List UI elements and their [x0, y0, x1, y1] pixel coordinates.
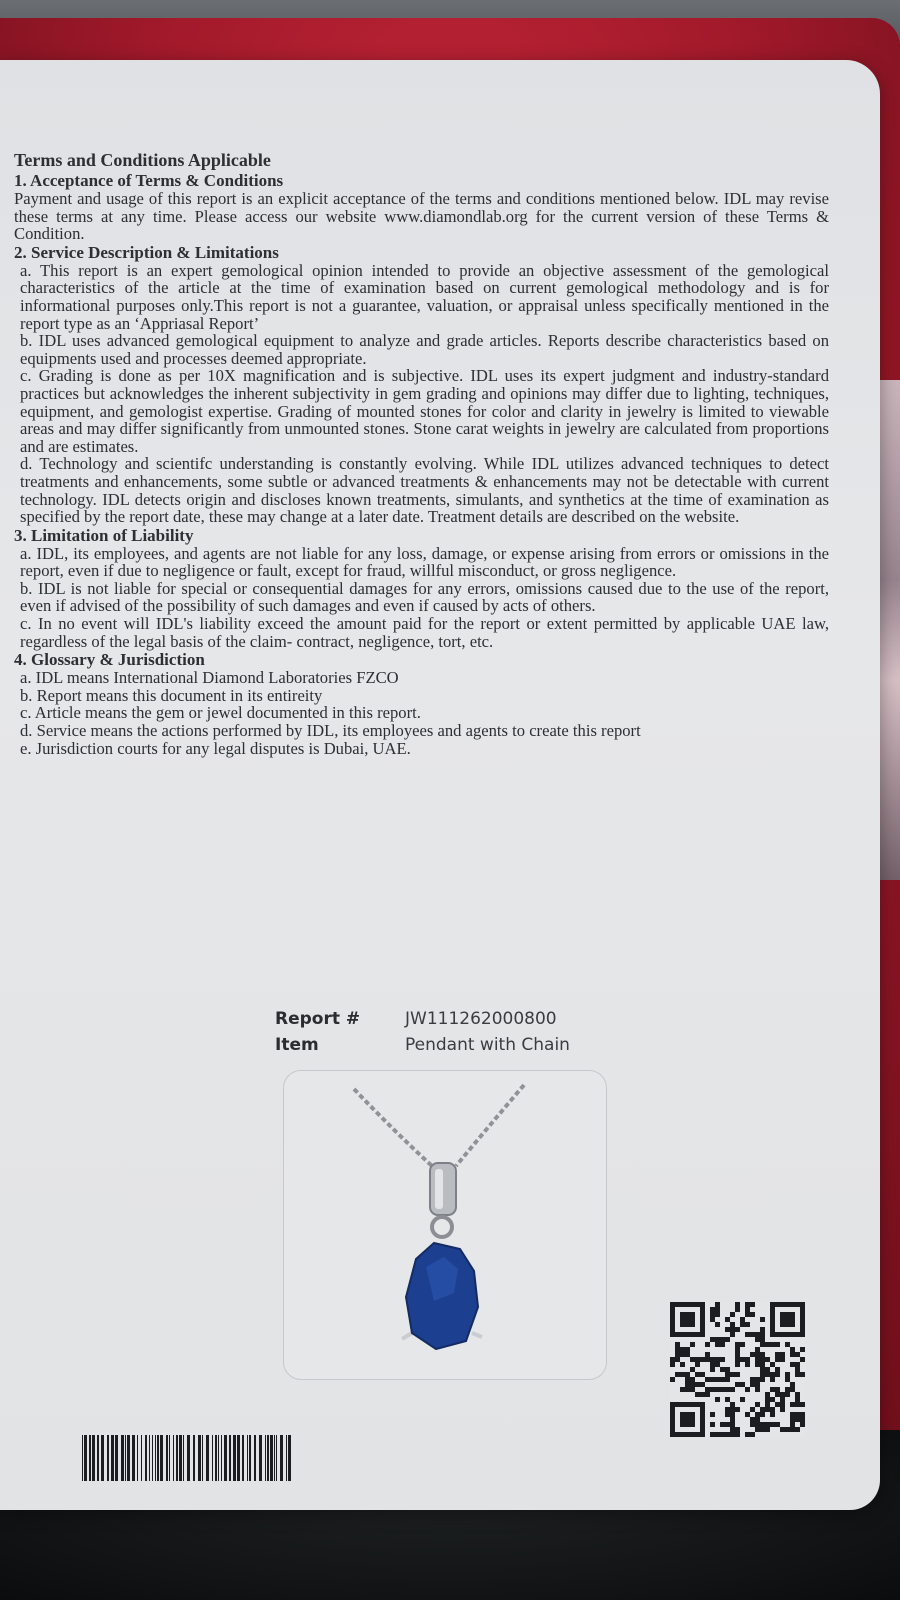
section-heading: 2. Service Description & Limitations [14, 242, 279, 262]
section-heading: 4. Glossary & Jurisdiction [14, 650, 205, 670]
terms-paragraph: a. IDL means International Diamond Laboratories FZCO [20, 668, 399, 688]
report-number-value: JW111262000800 [405, 1009, 557, 1029]
terms-paragraph: b. IDL is not liable for special or consequential damages for any errors, omissions caused due to the use of the report, even if advised of the possibility of such damages and even if caused by acts of others. [20, 578, 829, 616]
terms-paragraph: c. In no event will IDL's liability exceed the amount paid for the report or extent permitted by applicable UAE law, regardless of the legal basis of the claim- contract, negligence, tort, etc. [20, 614, 829, 651]
report-number-row [275, 1006, 675, 1032]
terms-paragraph: d. Technology and scientifc understanding is constantly evolving. While IDL utilizes advanced techniques to detect treatments and enhancements, some subtle or advanced treatments & enhancements may not be detectable with current technology. IDL detects origin and discloses known treatments, simulants, and synthetics at the time of examination as specified by the report date, these may change at a later date. Treatment details are described on the website. [20, 454, 829, 527]
item-label: Item [275, 1035, 319, 1055]
terms-paragraph: b. Report means this document in its entireity [20, 685, 323, 705]
section-heading: 3. Limitation of Liability [14, 525, 194, 545]
qr-code[interactable] [670, 1302, 805, 1437]
terms-title: Terms and Conditions Applicable [14, 150, 271, 170]
terms-block [14, 150, 829, 757]
terms-paragraph: b. IDL uses advanced gemological equipment to analyze and grade articles. Reports describe characteristics based on equipments used and processes deemed appropriate. [20, 331, 829, 368]
section-heading: 1. Acceptance of Terms & Conditions [14, 171, 284, 190]
terms-paragraph: Payment and usage of this report is an explicit acceptance of the terms and conditions mentioned below. IDL may revise these terms at any time. Please access our website www.diamondlab.org for the current version of these Terms & Condition. [14, 189, 829, 244]
report-number-label: Report # [275, 1009, 361, 1029]
report-info [275, 1006, 675, 1058]
pendant-illustration [284, 1071, 606, 1379]
item-value: Pendant with Chain [405, 1035, 570, 1055]
barcode [82, 1435, 297, 1481]
terms-paragraph: d. Service means the actions performed by IDL, its employees and agents to create this report [20, 721, 641, 741]
item-row [275, 1032, 675, 1058]
terms-paragraph: a. This report is an expert gemological opinion intended to provide an objective assessment of the gemological characteristics of the article at the time of examination based on current gemological methodology and is for informational purposes only.This report is not a guarantee, valuation, or appraisal unless specifically mentioned in the report type as an ‘Appriasal Report’ [20, 260, 829, 333]
terms-paragraph: c. Article means the gem or jewel documented in this report. [20, 703, 421, 723]
terms-paragraph: a. IDL, its employees, and agents are not liable for any loss, damage, or expense arising from errors or omissions in the report, even if due to negligence or fault, except for fraud, willful misconduct, or gross negligence. [20, 543, 829, 581]
terms-paragraph: e. Jurisdiction courts for any legal disputes is Dubai, UAE. [20, 738, 411, 758]
pendant-photo [283, 1070, 607, 1380]
terms-paragraph: c. Grading is done as per 10X magnification and is subjective. IDL uses its expert judgment and industry-standard practices but acknowledges the inherent subjectivity in gem grading and opinions may differ due to lighting, techniques, equipment, and gemologist expertise. Grading of mounted stones for color and clarity in jewelry is limited to viewable areas and may differ significantly from unmounted stones. Stone carat weights in jewelry are calculated from proportions and are estimates. [20, 366, 829, 456]
